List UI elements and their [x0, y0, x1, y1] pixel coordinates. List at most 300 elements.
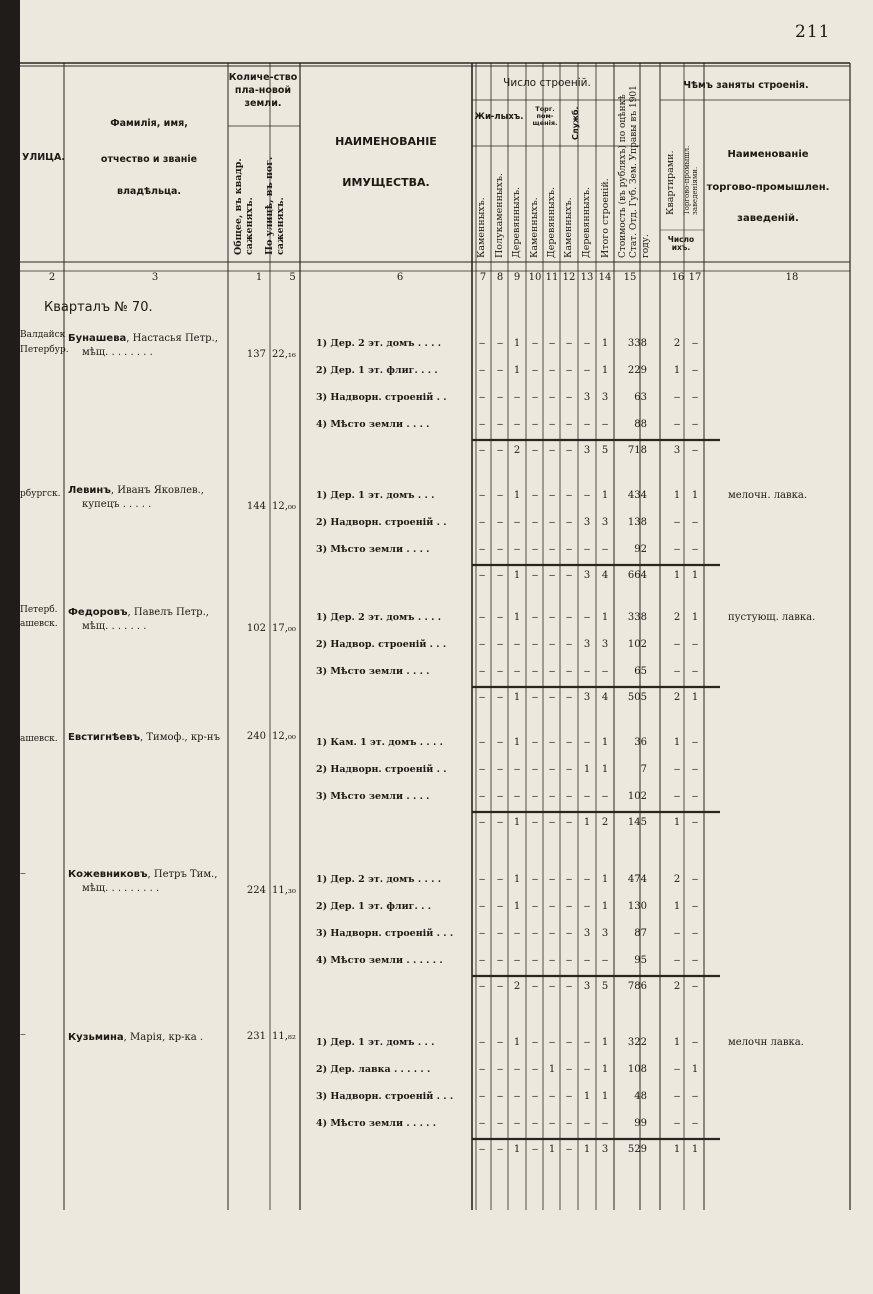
total-building-count: 3 — [601, 1144, 609, 1155]
column-number: 2 — [48, 272, 56, 283]
apartments-count: 2 — [673, 874, 681, 885]
building-count: ‒ — [548, 544, 556, 555]
total-building-count: ‒ — [548, 445, 556, 456]
street-fragment: Петерб. — [20, 605, 58, 615]
building-count: ‒ — [496, 901, 504, 912]
trade-count: ‒ — [691, 955, 699, 966]
property-cost: 95 — [634, 955, 647, 966]
building-count: ‒ — [548, 490, 556, 501]
building-count: ‒ — [513, 517, 521, 528]
trade-count: 1 — [691, 490, 699, 501]
building-count: ‒ — [565, 1037, 573, 1048]
total-apartments: 1 — [673, 817, 681, 828]
building-count: ‒ — [565, 639, 573, 650]
trade-count: ‒ — [691, 544, 699, 555]
trade-count: ‒ — [691, 928, 699, 939]
building-count: ‒ — [496, 928, 504, 939]
total-building-count: ‒ — [565, 692, 573, 703]
owner-entry — [68, 731, 228, 745]
total-building-count: ‒ — [565, 570, 573, 581]
building-count: ‒ — [565, 928, 573, 939]
apartments-count: ‒ — [673, 1091, 681, 1102]
establishment-name: пустующ. лавка. — [728, 612, 816, 623]
apartments-count: 1 — [673, 1037, 681, 1048]
building-count: ‒ — [548, 639, 556, 650]
column-number: 1 — [255, 272, 263, 283]
property-item: 1) Дер. 2 эт. домъ . . . . — [316, 874, 442, 885]
total-cost: 718 — [627, 445, 647, 456]
property-cost: 87 — [634, 928, 647, 939]
property-cost: 138 — [627, 517, 647, 528]
building-count: 3 — [601, 517, 609, 528]
total-building-count: ‒ — [531, 445, 539, 456]
building-count: ‒ — [548, 1091, 556, 1102]
total-building-count: ‒ — [478, 692, 486, 703]
trade-count: ‒ — [691, 791, 699, 802]
trade-count: ‒ — [691, 1037, 699, 1048]
total-building-count: ‒ — [548, 817, 556, 828]
owner-surname: Евстигнѣевъ — [68, 732, 141, 743]
building-count: ‒ — [513, 791, 521, 802]
building-count: ‒ — [583, 737, 591, 748]
building-count: ‒ — [548, 874, 556, 885]
building-count: ‒ — [478, 791, 486, 802]
header-est-name-2: торгово-промышлен. — [706, 182, 830, 193]
owner-given-names: , Тимоф., кр-нъ — [140, 732, 220, 743]
building-count: ‒ — [565, 955, 573, 966]
header-wooden-1: Деревянныхъ. — [511, 186, 522, 258]
building-count: ‒ — [565, 392, 573, 403]
header-total-buildings: Итого строеній. — [600, 178, 611, 258]
trade-count: 1 — [691, 1064, 699, 1075]
building-count: ‒ — [496, 791, 504, 802]
building-count: 3 — [583, 639, 591, 650]
total-building-count: ‒ — [478, 981, 486, 992]
building-count: ‒ — [565, 874, 573, 885]
building-count: ‒ — [565, 338, 573, 349]
building-count: ‒ — [565, 517, 573, 528]
building-count: ‒ — [548, 612, 556, 623]
total-building-count: ‒ — [565, 445, 573, 456]
property-item: 1) Дер. 1 эт. домъ . . . — [316, 1037, 435, 1048]
property-item: 1) Дер. 1 эт. домъ . . . — [316, 490, 435, 501]
building-count: ‒ — [478, 1118, 486, 1129]
building-count: ‒ — [531, 544, 539, 555]
property-cost: 48 — [634, 1091, 647, 1102]
building-count: 1 — [601, 1064, 609, 1075]
apartments-count: ‒ — [673, 517, 681, 528]
total-building-count: ‒ — [548, 692, 556, 703]
building-count: ‒ — [513, 639, 521, 650]
building-count: ‒ — [478, 544, 486, 555]
header-buildings-count: Число строеній. — [503, 77, 591, 89]
property-cost: 108 — [627, 1064, 647, 1075]
header-est-name-3: заведеній. — [737, 213, 799, 224]
apartments-count: 1 — [673, 737, 681, 748]
building-count: ‒ — [531, 338, 539, 349]
total-building-count: 4 — [601, 570, 609, 581]
building-count: 1 — [513, 901, 521, 912]
total-building-count: 1 — [513, 1144, 521, 1155]
building-count: ‒ — [583, 1037, 591, 1048]
apartments-count: ‒ — [673, 955, 681, 966]
owner-entry — [68, 868, 228, 895]
property-cost: 102 — [627, 791, 647, 802]
building-count: ‒ — [478, 1037, 486, 1048]
total-building-count: ‒ — [531, 692, 539, 703]
property-cost: 63 — [634, 392, 647, 403]
establishment-name: мелочн. лавка. — [728, 490, 808, 501]
building-count: ‒ — [496, 639, 504, 650]
building-count: ‒ — [565, 612, 573, 623]
building-count: ‒ — [513, 764, 521, 775]
column-number: 14 — [598, 272, 612, 283]
total-building-count: ‒ — [478, 817, 486, 828]
total-building-count: 1 — [513, 570, 521, 581]
owner-surname: Кожевниковъ — [68, 869, 148, 880]
total-apartments: 2 — [673, 692, 681, 703]
apartments-count: 1 — [673, 901, 681, 912]
apartments-count: ‒ — [673, 392, 681, 403]
building-count: ‒ — [531, 639, 539, 650]
building-count: ‒ — [478, 928, 486, 939]
total-building-count: 3 — [583, 445, 591, 456]
building-count: ‒ — [531, 791, 539, 802]
trade-count: ‒ — [691, 639, 699, 650]
property-cost: 474 — [627, 874, 647, 885]
apartments-count: ‒ — [673, 1118, 681, 1129]
building-count: ‒ — [478, 612, 486, 623]
owner-entry — [68, 332, 228, 359]
total-building-count: ‒ — [548, 570, 556, 581]
land-frontage: 12,₀₀ — [272, 501, 296, 512]
header-est-name-1: Наименованіе — [727, 149, 809, 160]
land-area: 144 — [246, 501, 266, 512]
total-building-count: ‒ — [478, 1144, 486, 1155]
column-number: 8 — [496, 272, 504, 283]
total-building-count: 2 — [513, 445, 521, 456]
trade-count: ‒ — [691, 338, 699, 349]
total-cost: 786 — [627, 981, 647, 992]
header-property-1: НАИМЕНОВАНІЕ — [335, 135, 437, 148]
building-count: 3 — [601, 639, 609, 650]
total-building-count: ‒ — [531, 570, 539, 581]
header-wooden-3: Деревянныхъ. — [581, 186, 592, 258]
street-fragment: ‒ — [20, 1030, 26, 1040]
building-count: ‒ — [478, 392, 486, 403]
building-count: ‒ — [565, 1091, 573, 1102]
property-item: 3) Мѣсто земли . . . . — [316, 791, 430, 802]
building-count: ‒ — [496, 392, 504, 403]
building-count: ‒ — [583, 612, 591, 623]
property-item: 2) Дер. 1 эт. флиг. . . . — [316, 365, 438, 376]
total-building-count: 1 — [513, 817, 521, 828]
total-building-count: 1 — [583, 1144, 591, 1155]
building-count: ‒ — [531, 612, 539, 623]
header-owner-3: владѣльца. — [116, 186, 182, 197]
total-apartments: 2 — [673, 981, 681, 992]
building-count: ‒ — [513, 1118, 521, 1129]
property-cost: 130 — [627, 901, 647, 912]
building-count: ‒ — [496, 517, 504, 528]
header-stone-3: Каменныхъ. — [563, 197, 574, 258]
total-apartments: 1 — [673, 1144, 681, 1155]
building-count: ‒ — [583, 544, 591, 555]
total-building-count: ‒ — [496, 817, 504, 828]
building-count: ‒ — [601, 955, 609, 966]
total-building-count: ‒ — [496, 692, 504, 703]
column-number: 18 — [785, 272, 799, 283]
building-count: ‒ — [496, 338, 504, 349]
building-count: ‒ — [583, 1118, 591, 1129]
total-cost: 529 — [627, 1144, 647, 1155]
total-building-count: 1 — [583, 817, 591, 828]
building-count: 1 — [513, 490, 521, 501]
owner-given-names: , Настасья Петр., — [126, 333, 218, 344]
building-count: ‒ — [496, 419, 504, 430]
column-number: 5 — [289, 272, 296, 283]
property-cost: 99 — [634, 1118, 647, 1129]
trade-count: ‒ — [691, 666, 699, 677]
total-trade: 1 — [691, 570, 699, 581]
apartments-count: ‒ — [673, 419, 681, 430]
quarter-title: Кварталъ № 70. — [44, 300, 153, 315]
building-count: 1 — [601, 365, 609, 376]
building-count: ‒ — [583, 490, 591, 501]
header-apartments: Квартирами. — [665, 150, 676, 215]
building-count: ‒ — [565, 901, 573, 912]
column-number: 17 — [688, 272, 702, 283]
property-cost: 338 — [627, 338, 647, 349]
property-cost: 322 — [627, 1037, 647, 1048]
street-fragment: ашевск. — [20, 619, 58, 629]
building-count: ‒ — [531, 517, 539, 528]
building-count: ‒ — [531, 955, 539, 966]
establishment-name: мелочн лавка. — [728, 1037, 804, 1048]
column-number: 11 — [545, 272, 559, 283]
property-item: 2) Надворн. строеній . . — [316, 764, 447, 775]
building-count: ‒ — [565, 490, 573, 501]
building-count: ‒ — [496, 612, 504, 623]
total-building-count: ‒ — [496, 445, 504, 456]
land-frontage: 11,₃₀ — [272, 885, 296, 896]
building-count: ‒ — [548, 928, 556, 939]
land-frontage: 12,₀₀ — [272, 731, 296, 742]
building-count: 1 — [601, 1091, 609, 1102]
building-count: ‒ — [531, 1037, 539, 1048]
building-count: ‒ — [531, 764, 539, 775]
header-occupied: Чѣмъ заняты строенія. — [683, 80, 809, 91]
total-building-count: 2 — [601, 817, 609, 828]
total-building-count: 2 — [513, 981, 521, 992]
building-count: ‒ — [548, 1037, 556, 1048]
trade-count: ‒ — [691, 1118, 699, 1129]
building-count: ‒ — [565, 1064, 573, 1075]
total-building-count: ‒ — [496, 981, 504, 992]
column-number: 15 — [623, 272, 637, 283]
owner-entry — [68, 484, 228, 511]
property-item: 2) Дер. лавка . . . . . . — [316, 1064, 431, 1075]
header-stone-2: Каменныхъ. — [529, 197, 540, 258]
building-count: 3 — [601, 392, 609, 403]
building-count: ‒ — [565, 544, 573, 555]
building-count: ‒ — [496, 1091, 504, 1102]
building-count: ‒ — [496, 1118, 504, 1129]
trade-count: ‒ — [691, 365, 699, 376]
apartments-count: ‒ — [673, 666, 681, 677]
total-trade: 1 — [691, 1144, 699, 1155]
property-cost: 434 — [627, 490, 647, 501]
building-count: ‒ — [513, 1064, 521, 1075]
building-count: ‒ — [531, 490, 539, 501]
total-apartments: 3 — [673, 445, 681, 456]
building-count: 3 — [583, 517, 591, 528]
building-count: ‒ — [531, 392, 539, 403]
street-fragment: рбургск. — [20, 489, 61, 499]
header-residential: Жи-лыхъ. — [474, 112, 524, 122]
total-building-count: ‒ — [531, 981, 539, 992]
header-land-total: Общее, въ квадр. саженяхъ. — [233, 158, 256, 255]
owner-given-names: , Петръ Тим., — [147, 869, 218, 880]
column-number: 10 — [528, 272, 542, 283]
building-count: ‒ — [583, 666, 591, 677]
apartments-count: ‒ — [673, 544, 681, 555]
header-property-2: ИМУЩЕСТВА. — [342, 176, 430, 189]
property-cost: 7 — [640, 764, 647, 775]
building-count: ‒ — [496, 874, 504, 885]
building-count: ‒ — [531, 365, 539, 376]
header-count: Число ихъ. — [667, 235, 695, 253]
building-count: ‒ — [583, 791, 591, 802]
owner-rank: купецъ . . . . . — [82, 498, 152, 510]
building-count: ‒ — [565, 791, 573, 802]
owner-surname: Кузьмина — [68, 1032, 124, 1043]
building-count: 1 — [601, 612, 609, 623]
apartments-count: ‒ — [673, 1064, 681, 1075]
trade-count: ‒ — [691, 517, 699, 528]
property-item: 3) Надворн. строеній . . . — [316, 928, 454, 939]
building-count: 1 — [601, 737, 609, 748]
building-count: 1 — [513, 365, 521, 376]
building-count: 3 — [583, 392, 591, 403]
total-trade: ‒ — [691, 817, 699, 828]
property-item: 3) Мѣсто земли . . . . — [316, 544, 430, 555]
building-count: ‒ — [548, 737, 556, 748]
building-count: ‒ — [548, 517, 556, 528]
building-count: ‒ — [531, 1064, 539, 1075]
building-count: 1 — [601, 874, 609, 885]
property-cost: 102 — [627, 639, 647, 650]
building-count: 1 — [601, 1037, 609, 1048]
land-frontage: 11,₈₂ — [272, 1031, 296, 1042]
apartments-count: ‒ — [673, 791, 681, 802]
total-building-count: 1 — [513, 692, 521, 703]
land-area: 102 — [246, 623, 266, 634]
total-building-count: 1 — [548, 1144, 556, 1155]
building-count: ‒ — [478, 338, 486, 349]
property-item: 2) Надворн. строеній . . — [316, 517, 447, 528]
apartments-count: ‒ — [673, 764, 681, 775]
building-count: ‒ — [583, 955, 591, 966]
owner-entry — [68, 1031, 228, 1045]
trade-count: ‒ — [691, 419, 699, 430]
building-count: ‒ — [496, 1064, 504, 1075]
building-count: ‒ — [478, 419, 486, 430]
header-half-stone: Полукаменныхъ. — [494, 173, 505, 258]
building-count: ‒ — [496, 737, 504, 748]
building-count: ‒ — [513, 928, 521, 939]
building-count: 1 — [601, 764, 609, 775]
building-count: ‒ — [565, 365, 573, 376]
total-cost: 664 — [627, 570, 647, 581]
total-building-count: 4 — [601, 692, 609, 703]
building-count: 1 — [513, 874, 521, 885]
total-building-count: ‒ — [531, 817, 539, 828]
total-apartments: 1 — [673, 570, 681, 581]
building-count: ‒ — [565, 764, 573, 775]
building-count: ‒ — [548, 419, 556, 430]
building-count: ‒ — [531, 874, 539, 885]
land-area: 137 — [246, 349, 266, 360]
header-trade: Торг. пом-щенія. — [532, 105, 558, 128]
owner-given-names: , Павелъ Петр., — [127, 607, 209, 618]
property-item: 2) Надвор. строеній . . . — [316, 639, 447, 650]
building-count: 1 — [601, 490, 609, 501]
building-count: ‒ — [513, 955, 521, 966]
building-count: ‒ — [601, 419, 609, 430]
building-count: 3 — [601, 928, 609, 939]
header-owner-1: Фамилія, имя, — [110, 118, 188, 129]
apartments-count: ‒ — [673, 928, 681, 939]
land-area: 231 — [246, 1031, 266, 1042]
column-number: 13 — [580, 272, 594, 283]
property-item: 3) Мѣсто земли . . . . — [316, 666, 430, 677]
column-number: 3 — [151, 272, 159, 283]
building-count: ‒ — [531, 419, 539, 430]
trade-count: ‒ — [691, 1091, 699, 1102]
building-count: ‒ — [601, 1118, 609, 1129]
apartments-count: 1 — [673, 365, 681, 376]
building-count: ‒ — [478, 955, 486, 966]
trade-count: ‒ — [691, 737, 699, 748]
building-count: ‒ — [496, 490, 504, 501]
building-count: ‒ — [496, 1037, 504, 1048]
building-count: ‒ — [548, 955, 556, 966]
building-count: ‒ — [478, 874, 486, 885]
building-count: ‒ — [513, 419, 521, 430]
header-wooden-2: Деревянныхъ. — [546, 186, 557, 258]
total-building-count: 5 — [601, 981, 609, 992]
building-count: ‒ — [565, 666, 573, 677]
building-count: ‒ — [531, 1091, 539, 1102]
building-count: ‒ — [548, 666, 556, 677]
owner-entry — [68, 606, 228, 633]
trade-count: ‒ — [691, 874, 699, 885]
total-building-count: 3 — [583, 981, 591, 992]
header-land-street: По улицѣ, въ пог. саженяхъ. — [264, 156, 287, 255]
header-owner-2: отчество и званіе — [100, 154, 198, 165]
trade-count: ‒ — [691, 392, 699, 403]
building-count: ‒ — [601, 666, 609, 677]
building-count: ‒ — [496, 544, 504, 555]
register-page — [20, 0, 873, 1294]
building-count: ‒ — [513, 1091, 521, 1102]
building-count: ‒ — [565, 1118, 573, 1129]
building-count: ‒ — [548, 791, 556, 802]
building-count: 1 — [548, 1064, 556, 1075]
property-item: 1) Дер. 2 эт. домъ . . . . — [316, 338, 442, 349]
building-count: ‒ — [478, 639, 486, 650]
